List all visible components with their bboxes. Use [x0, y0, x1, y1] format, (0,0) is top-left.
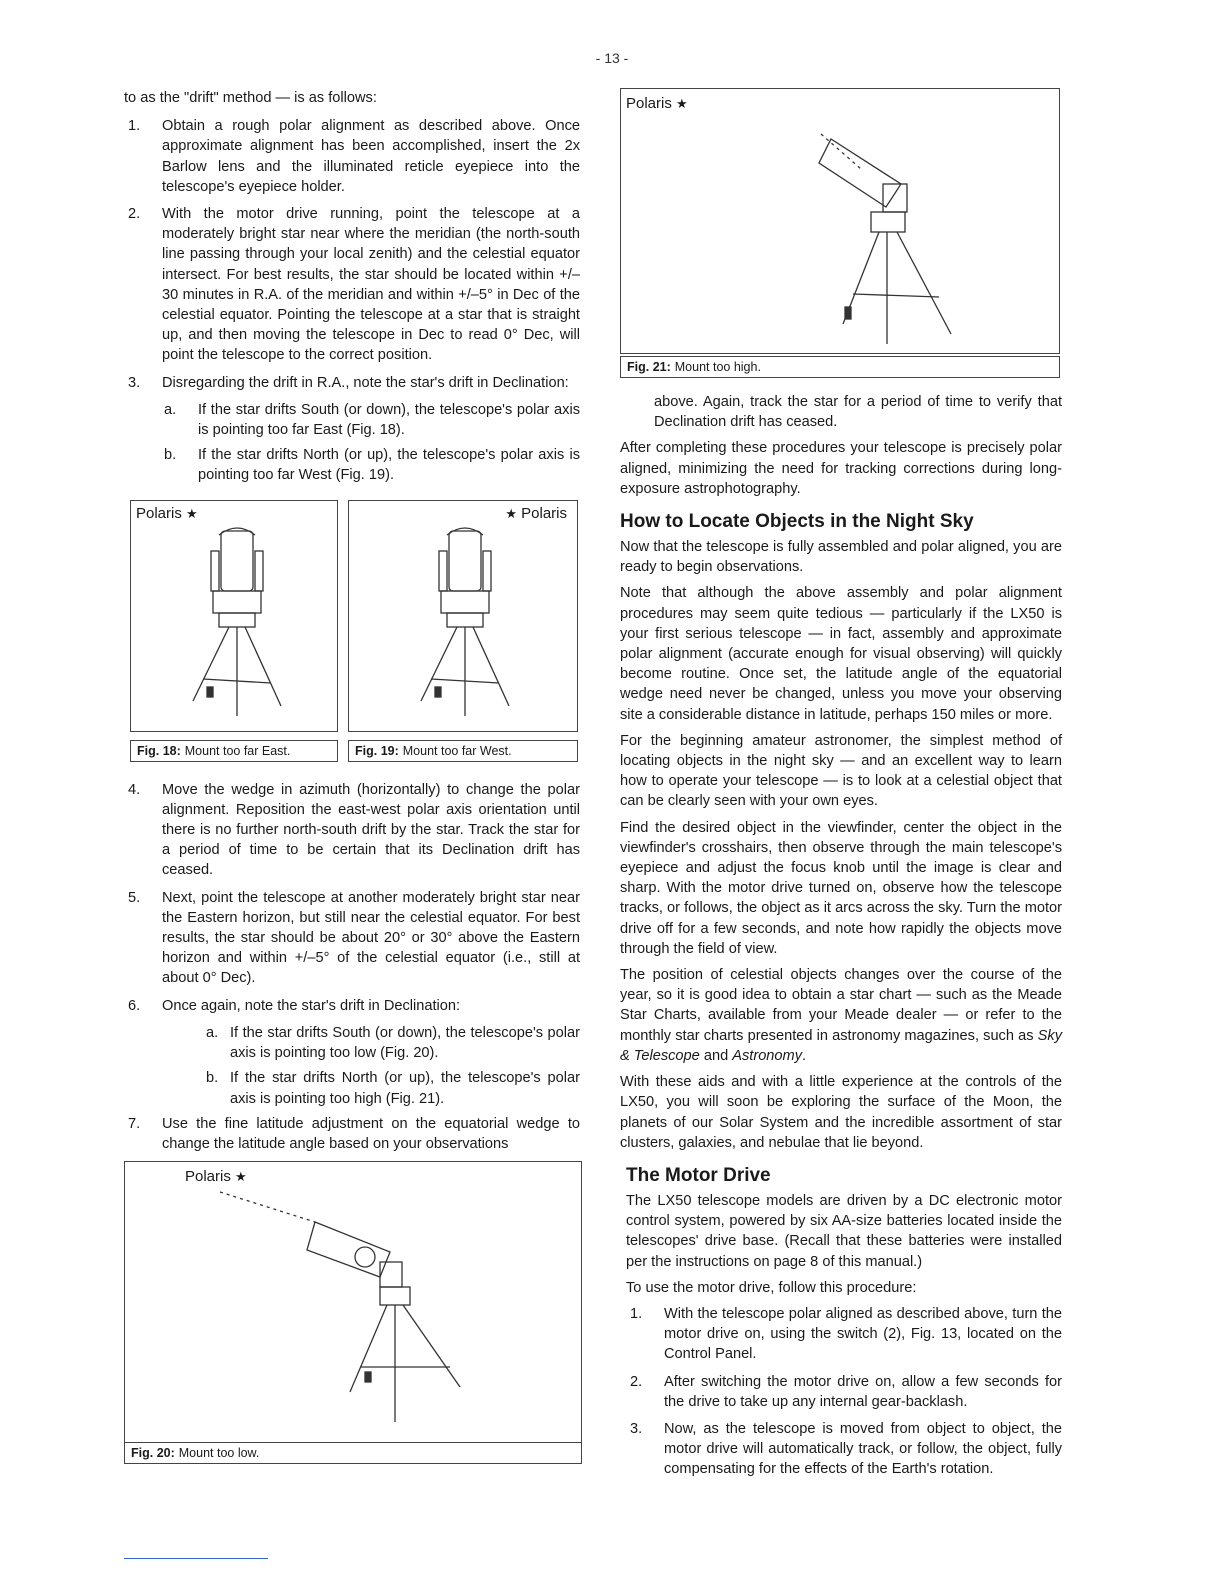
list-item: 1. With the telescope polar aligned as described above, turn the motor drive on, using the switch (2), Fig. 13, located on the Control Panel.: [630, 1305, 1062, 1363]
figure-caption: Fig. 20: Mount too low.: [124, 1442, 582, 1464]
star-icon: ★: [505, 505, 517, 521]
paragraph: To use the motor drive, follow this procedure:: [626, 1279, 917, 1296]
list-item: 2. After switching the motor drive on, allow a few seconds for the drive to take up any internal gear-backlash.: [630, 1373, 1062, 1410]
list-item: 2. With the motor drive running, point the telescope at a moderately bright star near where the meridian (the north-south line passing through your local zenith) and the celestial equator intersect. For best results, the star should be located within +/–30 minutes in R.A. of the meridian and within +/–5° in Dec of the celestial equator. Pointing the telescope at a star that is straight up, and then moving the telescope in Dec to read 0° Dec, will point the telescope to the correct position.: [128, 206, 580, 364]
paragraph: After completing these procedures your telescope is precisely polar aligned, minimizing the need for tracking corrections during long-exposure astrophotography.: [620, 440, 1062, 497]
list-item: 5. Next, point the telescope at another moderately bright star near the Eastern horizon, but still near the celestial equator. For best results, the star should be about 20° or 30° above the Eastern horizon and within +/–5° of the celestial equator (i.e., still at about 0° Dec).: [128, 889, 580, 987]
telescope-illustration: [125, 1162, 581, 1442]
paragraph: With these aids and with a little experience at the controls of the LX50, you will soon be exploring the surface of the Moon, the planets of our Solar System and the incredible assortment of star clusters, galaxies, and nebulae that lie beyond.: [620, 1074, 1062, 1151]
sub-item: b. If the star drifts North (or up), the telescope's polar axis is pointing too far West (Fig. 19).: [164, 447, 580, 484]
paragraph: Note that although the above assembly and polar alignment procedures may seem quite tedious — particularly if the LX50 is your first serious telescope — in fact, assembly and approximate polar alignment (accurate enough for visual observing) will quickly become routine. Once set, the latitude angle of the equatorial wedge need never be changed, unless you move your observing site a considerable distance in latitude, perhaps 150 miles or more.: [620, 585, 1062, 723]
star-icon: ★: [676, 96, 688, 111]
star-icon: ★: [186, 505, 198, 521]
paragraph: The position of celestial objects changes over the course of the year, so it is good idea to obtain a star chart — such as the Meade Star Charts, available from your Meade dealer — or refer to the monthly star charts presented in astronomy magazines, such as Sky & Telescope and Astronomy.: [620, 967, 1062, 1064]
figure-caption: Fig. 21: Mount too high.: [620, 356, 1060, 378]
paragraph: The LX50 telescope models are driven by a DC electronic motor control system, powered by six AA-size batteries located inside the telescopes' drive base. (Recall that these batteries were installed per the instructions on page 8 of this manual.): [626, 1192, 1062, 1270]
sub-item: b. If the star drifts North (or up), the telescope's polar axis is pointing too high (Fig. 21).: [206, 1070, 580, 1107]
figure-caption: Fig. 19: Mount too far West.: [348, 740, 578, 762]
section-heading-locate: How to Locate Objects in the Night Sky: [620, 511, 974, 533]
page-number: - 13 -: [595, 50, 629, 66]
polaris-label: Polaris: [626, 95, 672, 112]
paragraph: Now that the telescope is fully assembled and polar aligned, you are ready to begin observations.: [620, 539, 1062, 576]
section-heading-motor: The Motor Drive: [626, 1164, 771, 1186]
telescope-illustration: [131, 501, 337, 731]
polaris-label: Polaris: [521, 504, 567, 522]
list-item: 6. Once again, note the star's drift in Declination:: [128, 997, 461, 1014]
star-icon: ★: [235, 1169, 247, 1185]
intro-text: to as the "drift" method — is as follows:: [124, 90, 377, 106]
figure-21: [620, 88, 1060, 378]
list-item: 1. Obtain a rough polar alignment as described above. Once approximate alignment has been accomplished, insert the 2x Barlow lens and the illuminated reticle eyepiece into the telescope's eyepiece holder.: [128, 118, 580, 195]
sub-item: a. If the star drifts South (or down), the telescope's polar axis is pointing too low (Fig. 20).: [206, 1024, 580, 1062]
figure-caption: Fig. 18: Mount too far East.: [130, 740, 338, 762]
list-item: 3. Now, as the telescope is moved from object to object, the motor drive will automatically track, or follow, the object, fully compensating for the effects of the Earth's rotation.: [630, 1420, 1062, 1478]
list-item: 3. Disregarding the drift in R.A., note the star's drift in Declination:: [128, 374, 569, 391]
footnote-rule: [124, 1558, 268, 1559]
figure-18: [130, 500, 338, 762]
polaris-label: Polaris: [185, 1168, 231, 1186]
list-item: 4. Move the wedge in azimuth (horizontally) to change the polar alignment. Reposition the east-west polar axis orientation until there is no further north-south drift by the star. Track the star for a period of time to be certain that its Declination drift has ceased.: [128, 781, 580, 879]
figure-20: [124, 1161, 582, 1464]
polaris-label: Polaris: [136, 504, 182, 522]
list-item: 7. Use the fine latitude adjustment on the equatorial wedge to change the latitude angle based on your observations: [128, 1115, 580, 1152]
sub-item: a. If the star drifts South (or down), the telescope's polar axis is pointing too far East (Fig. 18).: [164, 401, 580, 439]
telescope-illustration: [349, 501, 577, 731]
continued-paragraph: above. Again, track the star for a period of time to verify that Declination drift has ceased.: [654, 394, 1062, 431]
right-column: [620, 88, 1062, 1487]
figure-19: [348, 500, 578, 762]
paragraph: For the beginning amateur astronomer, the simplest method of locating objects in the night sky — and an excellent way to learn how to operate your telescope — is to look at a celestial object that can be clearly seen with your own eyes.: [620, 732, 1062, 810]
paragraph: Find the desired object in the viewfinder, center the object in the viewfinder's crosshairs, then observe through the main telescope's eyepiece and adjust the focus knob until the image is clear and sharp. With the motor drive turned on, observe how the telescope tracks, or follows, the object as it arcs across the sky. Turn the motor drive off for a few seconds, and note how rapidly the objects move through the field of view.: [620, 819, 1062, 957]
telescope-illustration: [621, 89, 1059, 353]
left-column: [124, 88, 580, 1464]
figure-row-18-19: [130, 500, 580, 762]
